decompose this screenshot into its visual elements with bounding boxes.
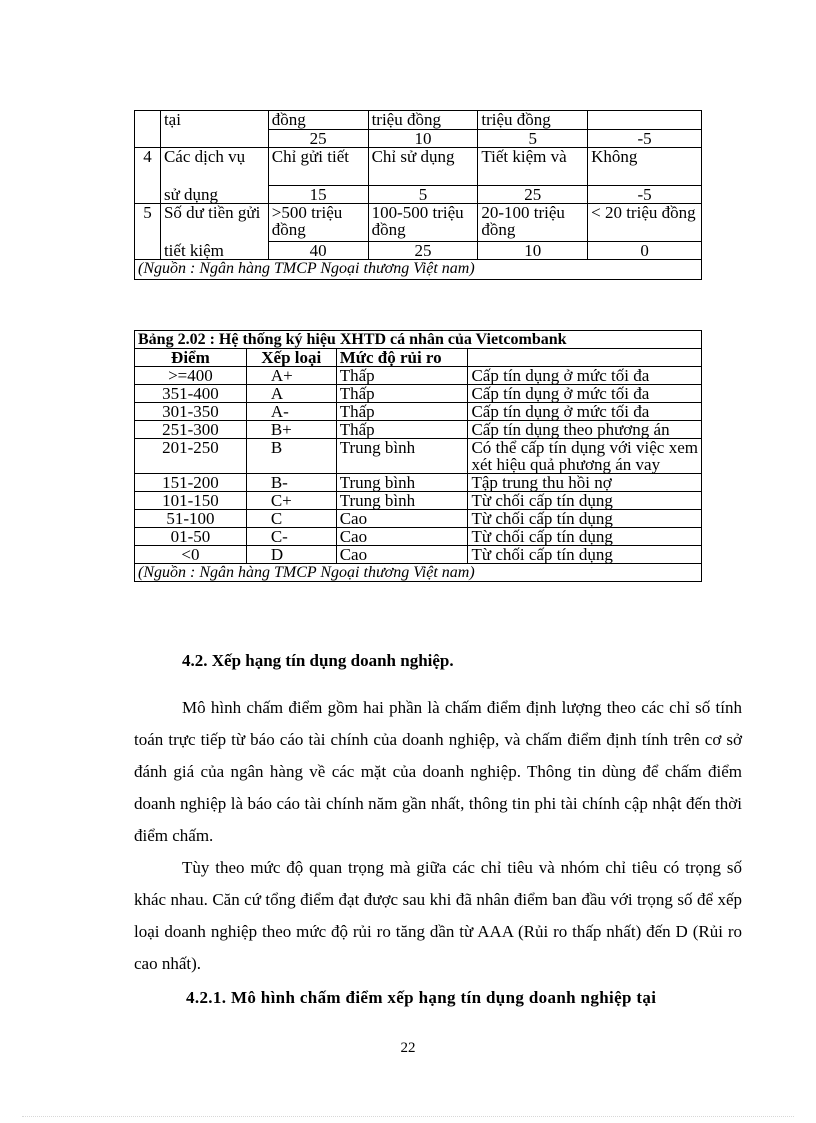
table-row: tại đồng triệu đồng triệu đồng: [135, 111, 702, 130]
table-header-row: [135, 349, 702, 367]
table-row: 01-50 C- Cao Từ chối cấp tín dụng: [135, 528, 702, 546]
table-source: (Nguồn : Ngân hàng TMCP Ngoại thương Việt nam): [135, 564, 702, 582]
body-paragraph: Mô hình chấm điểm gồm hai phần là chấm điểm định lượng theo các chỉ số tính toán trực tiếp từ báo cáo tài chính của doanh nghiệp, và chấm điểm định tính trên cơ sở đánh giá của ngân hàng về các mặt của doanh nghiệp. Thông tin dùng để chấm điểm doanh nghiệp là báo cáo tài chính năm gần nhất, thông tin phi tài chính cập nhật đến thời điểm chấm.: [134, 698, 742, 845]
table-source-row: [135, 260, 702, 280]
page-number: 22: [400, 1040, 416, 1056]
table-title: Bảng 2.02 : Hệ thống ký hiệu XHTD cá nhân của Vietcombank: [135, 331, 702, 349]
table-row: sử dụng 15 5 25 -5: [135, 186, 702, 204]
table-row: 251-300 B+ Thấp Cấp tín dụng theo phương án: [135, 421, 702, 439]
column-header: [468, 349, 702, 367]
table-title-row: [135, 331, 702, 349]
column-header: Mức độ rủi ro: [336, 349, 468, 367]
table-row: 201-250 B Trung bình Có thể cấp tín dụng với việc xem xét hiệu quả phương án vay: [135, 439, 702, 474]
body-paragraph: Tùy theo mức độ quan trọng mà giữa các chỉ tiêu và nhóm chỉ tiêu có trọng số khác nhau. Căn cứ tổng điểm đạt được sau khi đã nhân điểm ban đầu với trọng số để xếp loại doanh nghiệp theo mức độ rủi ro tăng dần từ AAA (Rủi ro thấp nhất) đến D (Rủi ro cao nhất).: [134, 858, 742, 973]
table-row: 351-400 A Thấp Cấp tín dụng ở mức tối đa: [135, 385, 702, 403]
rating-symbol-table: [134, 330, 702, 582]
section-heading: 4.2. Xếp hạng tín dụng doanh nghiệp.: [182, 651, 454, 670]
page-edge-divider: [22, 1116, 794, 1117]
table-source-row: [135, 564, 702, 582]
table-source: (Nguồn : Ngân hàng TMCP Ngoại thương Việt nam): [135, 260, 702, 280]
table-row: 301-350 A- Thấp Cấp tín dụng ở mức tối đa: [135, 403, 702, 421]
subsection-heading: 4.2.1. Mô hình chấm điểm xếp hạng tín dụng doanh nghiệp tại: [186, 988, 657, 1007]
table-row: 25 10 5 -5: [135, 130, 702, 148]
scoring-criteria-table: [134, 110, 702, 280]
table-row: <0 D Cao Từ chối cấp tín dụng: [135, 546, 702, 564]
table-row: 5 Số dư tiền gửi >500 triệu đồng 100-500 triệu đồng 20-100 triệu đồng < 20 triệu đồng: [135, 204, 702, 242]
table-row: 4 Các dịch vụ Chỉ gửi tiết Chỉ sử dụng Tiết kiệm và Không: [135, 148, 702, 186]
table-row: 51-100 C Cao Từ chối cấp tín dụng: [135, 510, 702, 528]
column-header: Xếp loại: [246, 349, 336, 367]
table-row: tiết kiệm 40 25 10 0: [135, 242, 702, 260]
column-header: Điểm: [135, 349, 247, 367]
table-row: 101-150 C+ Trung bình Từ chối cấp tín dụng: [135, 492, 702, 510]
table-row: 151-200 B- Trung bình Tập trung thu hồi nợ: [135, 474, 702, 492]
table-row: >=400 A+ Thấp Cấp tín dụng ở mức tối đa: [135, 367, 702, 385]
